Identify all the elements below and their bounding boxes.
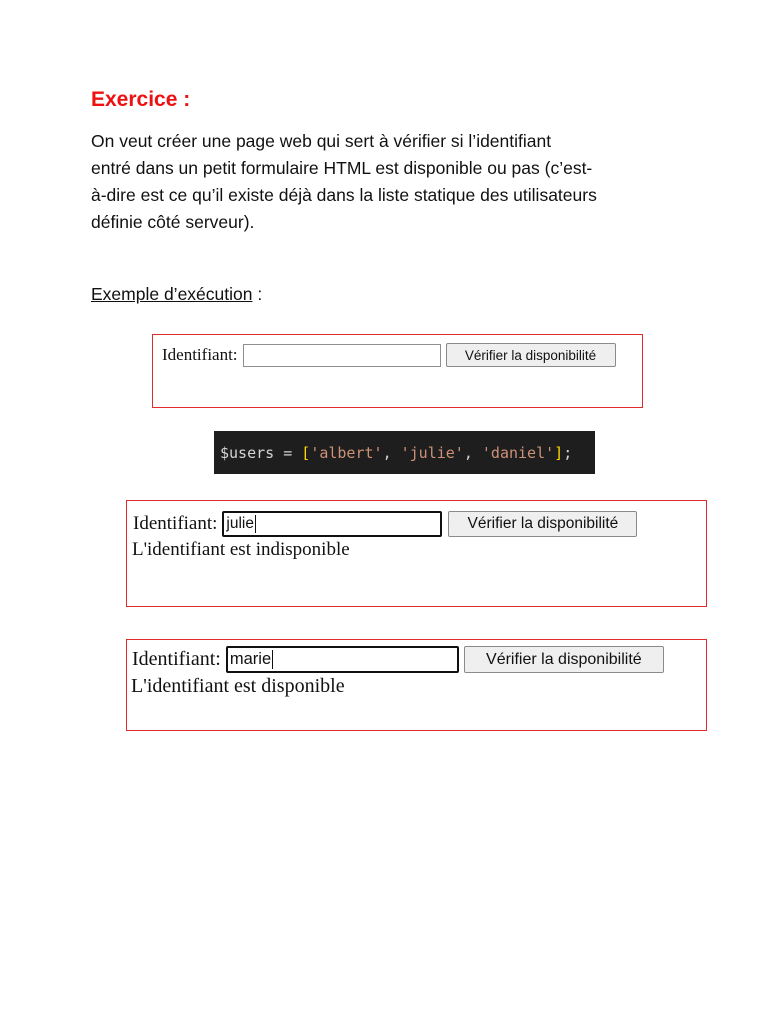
demo-form-unavailable [126, 500, 707, 607]
identifier-label: Identifiant: [133, 513, 218, 534]
identifier-input-value: marie [229, 650, 272, 668]
availability-result: L'identifiant est indisponible [132, 539, 350, 560]
demo-form-available [126, 639, 707, 731]
form-row [133, 511, 637, 537]
text-caret [255, 515, 256, 533]
identifier-label: Identifiant: [162, 345, 238, 364]
code-variable: $users [220, 443, 275, 462]
example-heading-suffix: : [252, 284, 263, 304]
identifier-input[interactable] [222, 511, 442, 537]
identifier-input[interactable] [226, 646, 459, 673]
description-line: définie côté serveur). [91, 212, 255, 232]
identifier-input-value: julie [226, 515, 254, 532]
code-separator: , [382, 443, 401, 462]
check-availability-button[interactable]: Vérifier la disponibilité [448, 511, 637, 537]
code-string: 'julie' [400, 443, 464, 462]
identifier-input[interactable] [243, 344, 441, 367]
check-availability-button[interactable]: Vérifier la disponibilité [446, 343, 616, 367]
code-close-bracket: ] [554, 443, 564, 462]
code-string: 'albert' [310, 443, 383, 462]
form-row [132, 646, 664, 673]
form-row [162, 343, 616, 367]
demo-form-empty [152, 334, 643, 408]
code-open-bracket: [ [301, 443, 311, 462]
description-line: à-dire est ce qu’il existe déjà dans la liste statique des utilisateurs [91, 185, 597, 205]
availability-result: L'identifiant est disponible [131, 675, 345, 697]
text-caret [272, 650, 273, 669]
code-string: 'daniel' [481, 443, 555, 462]
description-line: entré dans un petit formulaire HTML est disponible ou pas (c’est- [91, 158, 593, 178]
example-heading-label: Exemple d’exécution [91, 284, 253, 304]
users-array-code [214, 431, 595, 474]
check-availability-button[interactable]: Vérifier la disponibilité [464, 646, 664, 673]
exercise-title: Exercice : [91, 88, 191, 111]
example-heading [91, 284, 262, 305]
code-terminator: ; [563, 443, 573, 462]
code-separator: , [463, 443, 482, 462]
description-line: On veut créer une page web qui sert à vérifier si l’identifiant [91, 131, 552, 151]
identifier-label: Identifiant: [132, 648, 221, 670]
code-operator: = [274, 443, 302, 462]
exercise-description [91, 128, 691, 236]
